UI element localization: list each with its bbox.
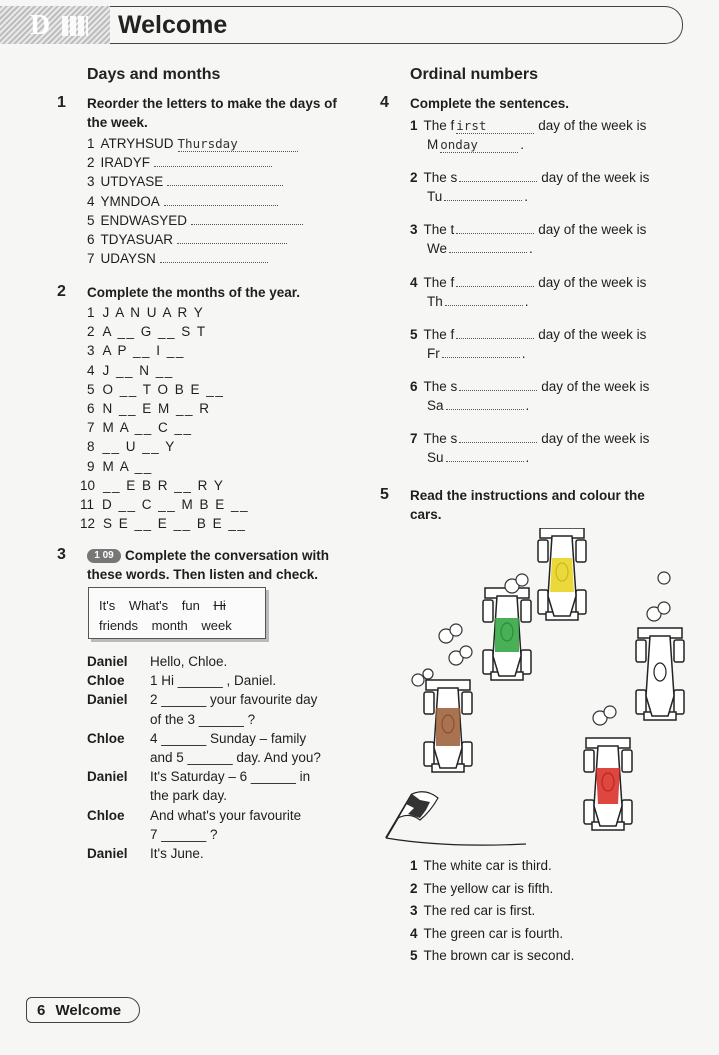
sentence-end: day of the week is <box>538 222 647 238</box>
word-option: week <box>201 618 232 633</box>
exercise-4-instruction: Complete the sentences. <box>410 96 570 111</box>
answer-field[interactable]: Thursday <box>178 136 298 152</box>
exercise-2-item <box>80 478 224 493</box>
exercise-2-item <box>87 420 193 435</box>
item-number: 1 <box>87 305 95 320</box>
ordinal-answer-field[interactable] <box>459 442 537 443</box>
scrambled-word: ENDWASYED <box>100 212 188 228</box>
item-number: 7 <box>87 251 95 267</box>
day-start: Tu <box>427 189 443 205</box>
item-number: 6 <box>410 379 418 394</box>
item-number: 4 <box>410 274 418 290</box>
dialogue-line: 2 ______ your favourite day <box>150 692 318 708</box>
day-answer-field[interactable] <box>442 357 520 358</box>
unit-letter: D <box>30 10 51 41</box>
month-puzzle[interactable]: N __ E M __ R <box>102 401 211 416</box>
instruction-line: Reorder the letters to make the days of <box>87 96 337 111</box>
instruction-text: The brown car is second. <box>423 948 575 964</box>
exercise-1-item <box>87 155 272 170</box>
instruction-line: Read the instructions and colour the <box>410 488 645 503</box>
item-number: 3 <box>410 903 418 919</box>
ordinal-answer-field[interactable] <box>456 338 534 339</box>
speaker-name: Daniel <box>87 769 128 785</box>
exercise-4-item-line2: Th . <box>427 293 529 309</box>
scrambled-word: UDAYSN <box>100 251 156 267</box>
month-puzzle[interactable]: A __ G __ S T <box>102 324 207 340</box>
word-box <box>88 587 266 639</box>
exercise-5-item <box>410 903 535 918</box>
exercise-2-item <box>87 439 176 454</box>
exercise-5-number: 5 <box>380 486 389 503</box>
item-number: 12 <box>80 516 96 532</box>
car-yellow[interactable] <box>538 528 586 620</box>
exercise-4-item-line2: Tu . <box>427 189 529 205</box>
item-number: 5 <box>410 948 418 964</box>
speaker-name: Daniel <box>87 654 128 669</box>
section-title-days-months: Days and months <box>87 66 221 83</box>
speaker-name: Chloe <box>87 673 125 689</box>
exercise-4-item <box>410 379 649 394</box>
exercise-2-item <box>87 382 224 397</box>
answer-field[interactable] <box>160 262 268 263</box>
speaker-name: Daniel <box>87 692 128 708</box>
dialogue-line: And what's your favourite <box>150 807 302 823</box>
item-number: 3 <box>410 222 418 238</box>
dialogue-line: Hello, Chloe. <box>150 654 228 669</box>
day-answer-field[interactable] <box>445 305 523 306</box>
day-answer-field[interactable] <box>444 200 522 201</box>
exercise-2-item <box>87 324 207 339</box>
ordinal-answer-field[interactable] <box>459 181 537 182</box>
item-number: 2 <box>410 880 418 896</box>
exercise-2-item <box>87 363 174 378</box>
item-number: 1 <box>410 858 418 873</box>
sentence-start: The s <box>423 379 458 394</box>
page-header <box>0 6 683 44</box>
ordinal-answer-field[interactable] <box>456 233 534 234</box>
day-answer-field[interactable] <box>449 252 527 253</box>
item-number: 8 <box>87 439 95 455</box>
item-number: 5 <box>410 326 418 342</box>
day-start: M <box>427 137 439 152</box>
exercise-4-item <box>410 275 646 290</box>
item-number: 5 <box>87 381 95 397</box>
item-number: 2 <box>87 324 95 340</box>
word-option: What's <box>128 598 169 613</box>
exercise-5-item <box>410 858 552 873</box>
footer-title: Welcome <box>55 1002 122 1019</box>
exercise-4-item-line2: Sa . <box>427 398 530 413</box>
month-puzzle[interactable]: S E __ E __ B E __ <box>103 516 247 532</box>
answer-field[interactable] <box>167 185 283 186</box>
month-puzzle[interactable]: M A __ C __ <box>102 420 193 436</box>
word-option: month <box>151 618 188 633</box>
instruction-line: cars. <box>410 507 442 522</box>
exercise-1-item <box>87 232 287 247</box>
ordinal-answer-field[interactable] <box>456 286 534 287</box>
grid-icon <box>62 16 88 36</box>
month-puzzle[interactable]: __ U __ Y <box>102 439 176 455</box>
speaker-name: Daniel <box>87 846 128 861</box>
item-number: 4 <box>410 925 418 941</box>
ordinal-answer-field[interactable]: irst <box>456 118 534 134</box>
item-number: 3 <box>87 343 95 359</box>
exercise-1-item <box>87 194 278 209</box>
exercise-4-item-line2: Su . <box>427 450 530 466</box>
instruction-line: Complete the conversation with <box>125 548 330 563</box>
instruction-text: The yellow car is fifth. <box>423 880 554 896</box>
scrambled-word: UTDYASE <box>100 174 164 190</box>
item-number: 5 <box>87 212 95 228</box>
answer-field[interactable] <box>191 224 303 225</box>
month-puzzle[interactable]: J __ N __ <box>102 362 174 378</box>
sentence-start: The s <box>423 170 458 186</box>
dialogue-line: 4 ______ Sunday – family <box>150 730 307 746</box>
day-answer-field[interactable]: onday <box>440 137 518 153</box>
exercise-4-item-line2: M onday . <box>427 137 525 152</box>
sentence-end: day of the week is <box>541 379 650 394</box>
word-option: It's <box>99 598 116 613</box>
exercise-2-item <box>87 459 153 474</box>
exercise-4-item-line2: We . <box>427 241 533 257</box>
item-number: 7 <box>87 420 95 436</box>
exercise-4-item <box>410 222 646 237</box>
header-stripe <box>0 6 110 44</box>
dialogue-line: of the 3 ______ ? <box>150 711 256 727</box>
dialogue-line: and 5 ______ day. And you? <box>150 750 321 765</box>
month-puzzle[interactable]: __ E B R __ R Y <box>103 477 225 493</box>
day-start: Th <box>427 293 443 309</box>
car-green[interactable] <box>483 588 531 680</box>
day-start: Sa <box>427 398 444 413</box>
answer-field[interactable] <box>177 243 287 244</box>
sentence-start: The t <box>423 222 455 238</box>
dialogue-line: It's Saturday – 6 ______ in <box>150 769 311 785</box>
exercise-4-item-line2: Fr . <box>427 345 526 361</box>
exercise-4-item <box>410 431 649 446</box>
exercise-1-item <box>87 251 268 266</box>
sentence-end: day of the week is <box>541 431 650 447</box>
item-number: 1 <box>410 118 418 133</box>
item-number: 2 <box>410 170 418 186</box>
word-option: fun <box>181 598 200 613</box>
page-number: 6 <box>37 1002 46 1019</box>
word-option-used: Hi <box>213 598 226 613</box>
exercise-1-item <box>87 213 303 228</box>
instruction-line: these words. Then listen and check. <box>87 567 319 582</box>
exercise-5-instruction <box>410 486 690 524</box>
section-title-ordinal-numbers: Ordinal numbers <box>410 66 539 83</box>
month-puzzle[interactable]: O __ T O B E __ <box>102 381 225 397</box>
sentence-start: The f <box>423 326 455 342</box>
scrambled-word: IRADYF <box>100 155 151 171</box>
day-start: We <box>427 241 448 257</box>
exercise-4-item <box>410 118 646 134</box>
sentence-end: day of the week is <box>541 170 650 186</box>
item-number: 10 <box>80 477 96 493</box>
month-puzzle[interactable]: M A __ <box>102 458 153 474</box>
instruction-text: The red car is first. <box>423 903 536 919</box>
item-number: 11 <box>80 497 95 512</box>
item-number: 2 <box>87 155 95 171</box>
item-number: 3 <box>87 174 95 190</box>
page-footer <box>26 997 140 1023</box>
sentence-end: day of the week is <box>538 326 647 342</box>
item-number: 6 <box>87 401 95 416</box>
sentence-end: day of the week is <box>538 274 647 290</box>
exercise-2-instruction: Complete the months of the year. <box>87 285 301 300</box>
exercise-4-number: 4 <box>380 94 389 111</box>
dialogue-line: the park day. <box>150 788 228 804</box>
exercise-5-item <box>410 926 563 941</box>
day-start: Fr <box>427 345 440 361</box>
speaker-name: Chloe <box>87 730 125 746</box>
exercise-2-item <box>87 401 211 416</box>
exercise-2-item <box>87 343 185 358</box>
instruction-text: The green car is fourth. <box>423 925 564 941</box>
exercise-5-item <box>410 881 553 896</box>
exercise-3-number: 3 <box>57 546 66 563</box>
exercise-4-item <box>410 327 646 342</box>
exercise-4-item <box>410 170 649 185</box>
item-number: 6 <box>87 232 95 247</box>
car-white[interactable] <box>636 628 684 720</box>
item-number: 1 <box>87 136 95 151</box>
month-puzzle[interactable]: A P __ I __ <box>102 343 185 359</box>
scrambled-word: YMNDOA <box>100 193 160 209</box>
exercise-2-item <box>80 516 246 531</box>
sentence-start: The f <box>423 118 455 133</box>
exercise-2-item <box>80 497 249 512</box>
audio-track-badge[interactable]: 1 09 <box>87 549 121 563</box>
instruction-line: the week. <box>87 115 148 130</box>
scrambled-word: TDYASUAR <box>100 232 174 247</box>
ordinal-answer-field[interactable] <box>459 390 537 391</box>
exercise-1-item <box>87 136 298 152</box>
dialogue-line: 1 Hi ______ , Daniel. <box>150 673 277 689</box>
day-answer-field[interactable] <box>446 409 524 410</box>
sentence-end: day of the week is <box>538 118 647 133</box>
speaker-name: Chloe <box>87 807 125 823</box>
day-start: Su <box>427 450 444 466</box>
sentence-start: The s <box>423 431 458 447</box>
answer-field[interactable] <box>164 205 278 206</box>
page-title: Welcome <box>110 6 683 44</box>
day-answer-field[interactable] <box>446 461 524 462</box>
answer-field[interactable] <box>154 166 272 167</box>
sentence-start: The f <box>423 274 455 290</box>
scrambled-word: ATRYHSUD <box>100 136 174 151</box>
race-cars-illustration <box>372 528 702 848</box>
car-red[interactable] <box>584 738 632 830</box>
dialogue-line: 7 ______ ? <box>150 826 218 842</box>
item-number: 9 <box>87 458 95 474</box>
exercise-2-number: 2 <box>57 283 66 300</box>
item-number: 4 <box>87 362 95 378</box>
exercise-1-item <box>87 174 283 189</box>
exercise-3-instruction <box>87 546 372 584</box>
exercise-2-item <box>87 305 204 320</box>
word-option: friends <box>99 618 139 633</box>
instruction-text: The white car is third. <box>423 858 552 873</box>
exercise-5-item <box>410 948 574 963</box>
month-puzzle[interactable]: D __ C __ M B E __ <box>102 497 250 512</box>
item-number: 7 <box>410 431 418 447</box>
car-brown[interactable] <box>424 680 472 772</box>
item-number: 4 <box>87 193 95 209</box>
month-puzzle[interactable]: J A N U A R Y <box>102 305 205 320</box>
chequered-flag-icon <box>386 792 526 845</box>
exercise-1-instruction <box>87 94 367 132</box>
exercise-1-number: 1 <box>57 94 66 111</box>
dialogue-line: It's June. <box>150 846 204 861</box>
